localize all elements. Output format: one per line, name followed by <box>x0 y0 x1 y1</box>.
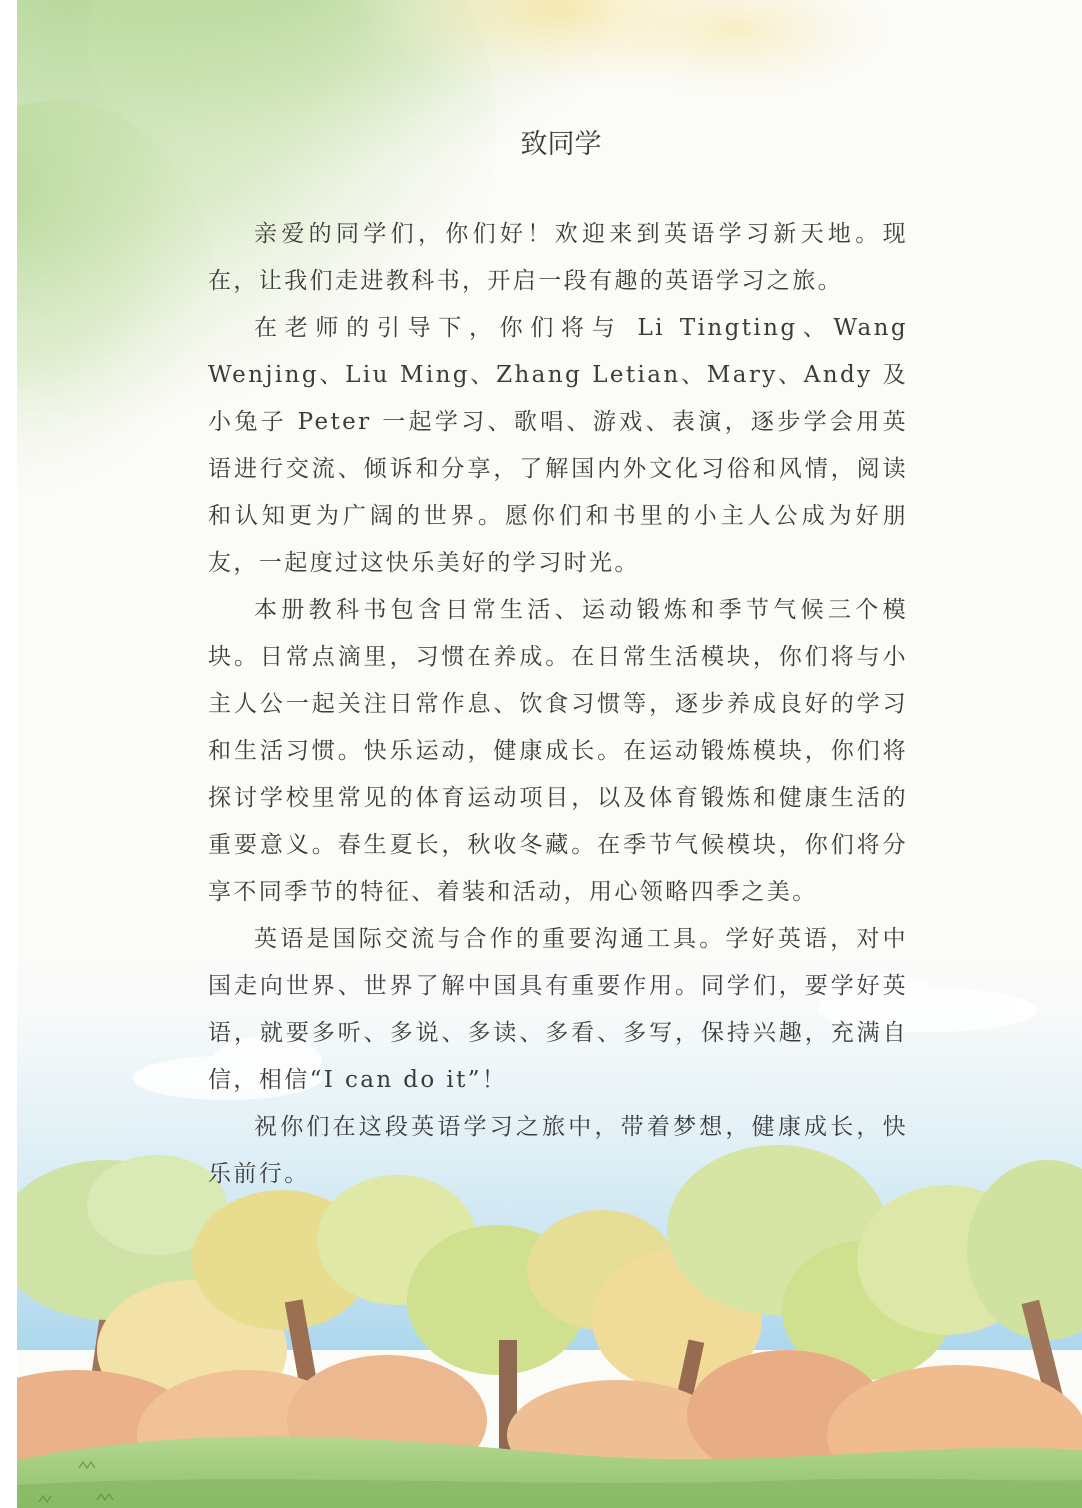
paragraph-modules: 本册教科书包含日常生活、运动锻炼和季节气候三个模块。日常点滴里，习惯在养成。在日常生活模块，你们将与小主人公一起关注日常作息、饮食习惯等，逐步养成良好的学习和生活习惯。快乐运动，健康成长。在运动锻炼模块，你们将探讨学校里常见的体育运动项目，以及体育锻炼和健康生活的重要意义。春生夏长，秋收冬藏。在季节气候模块，你们将分享不同季节的特征、着装和活动，用心领略四季之美。 <box>208 597 908 905</box>
textbook-page <box>17 0 1082 1508</box>
paragraph-wishes: 祝你们在这段英语学习之旅中，带着梦想，健康成长，快乐前行。 <box>208 1114 908 1187</box>
paragraph-greeting: 亲爱的同学们，你们好！欢迎来到英语学习新天地。现在，让我们走进教科书，开启一段有趣的英语学习之旅。 <box>208 221 908 294</box>
paragraph-importance: 英语是国际交流与合作的重要沟通工具。学好英语，对中国走向世界、世界了解中国具有重要作用。同学们，要学好英语，就要多听、多说、多读、多看、多写，保持兴趣，充满自信，相信“I can do it”！ <box>208 926 908 1093</box>
page-title: 致同学 <box>520 129 602 160</box>
letter-content <box>208 125 908 1198</box>
paragraph-characters: 在老师的引导下，你们将与 Li Tingting、Wang Wenjing、Liu Ming、Zhang Letian、Mary、Andy 及小兔子 Peter 一起学习、歌唱、游戏、表演，逐步学会用英语进行交流、倾诉和分享，了解国内外文化习俗和风情，阅读和认知更为广阔的世界。愿你们和书里的小主人公成为好朋友，一起度过这快乐美好的学习时光。 <box>208 315 908 576</box>
